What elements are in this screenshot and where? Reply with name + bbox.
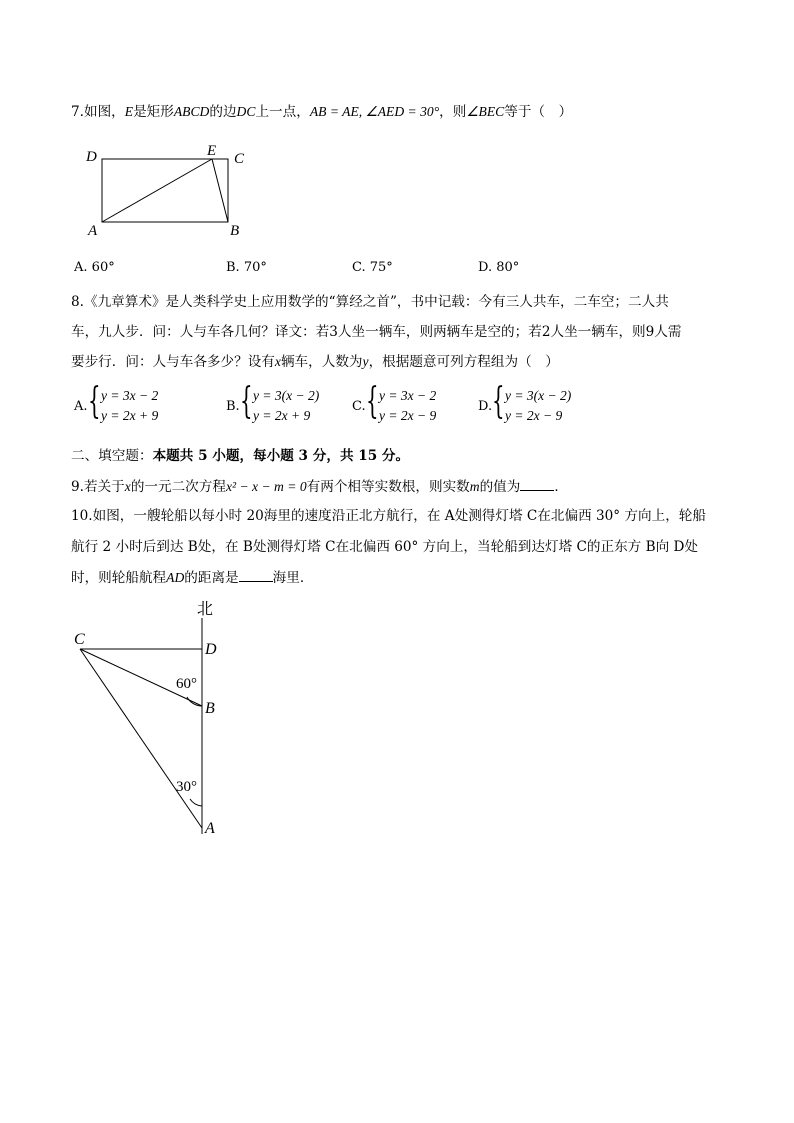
q10-label-60deg: 60° bbox=[176, 676, 197, 692]
q7-option-c[interactable]: C. 75° bbox=[352, 260, 393, 275]
brace-icon: { bbox=[366, 381, 379, 422]
q10-label-a: A bbox=[205, 820, 215, 837]
q7-option-a[interactable]: A. 60° bbox=[74, 260, 115, 275]
q8-option-a[interactable]: A. { y = 3x − 2 y = 2x + 9 bbox=[74, 381, 159, 423]
q8-option-b[interactable]: B. { y = 3(x − 2) y = 2x + 9 bbox=[226, 381, 320, 423]
q7-condition: AB = AE, ∠AED = 30° bbox=[309, 104, 440, 119]
q10-label-c: C bbox=[74, 631, 85, 648]
q7-label-a: A bbox=[88, 223, 98, 239]
section-heading-fill-in: 二、填空题：本题共 5 小题，每小题 3 分，共 15 分。 bbox=[71, 448, 410, 464]
q10-stem-line3: 时，则轮船航程AD的距离是 海里． bbox=[71, 567, 313, 588]
q7-label-e: E bbox=[207, 143, 217, 159]
q7-option-b[interactable]: B. 70° bbox=[226, 260, 267, 275]
q7-label-c: C bbox=[234, 151, 245, 167]
q7-rectangle-figure bbox=[80, 140, 260, 240]
q7-label-b: B bbox=[230, 223, 240, 239]
q8-stem-line2: 车，九人步．问：人与车各几何？译文：若3人坐一辆车，则两辆车是空的；若2人坐一辆车，则9人需 bbox=[71, 324, 682, 340]
q9-equation: x² − x − m = 0 bbox=[225, 479, 307, 494]
q10-stem-line2: 航行 2 小时后到达 B处，在 B处测得灯塔 C在北偏西 60° 方向上，当轮船到达灯塔 C的正东方 B向 D处 bbox=[71, 539, 698, 555]
q8-stem-line1: 8.《九章算术》是人类科学史上应用数学的“算经之首”，书中记载：今有三人共车，二车空；二人共 bbox=[71, 294, 669, 310]
q7-option-d[interactable]: D. 80° bbox=[478, 260, 520, 275]
q10-stem-line1: 10.如图，一艘轮船以每小时 20海里的速度沿正北方航行，在 A处测得灯塔 C在北偏西 30° 方向上，轮船 bbox=[71, 508, 706, 524]
q7-stem: 7.如图，E是矩形ABCD的边DC上一点，AB = AE, ∠AED = 30°，则∠BEC等于（ ） bbox=[71, 104, 573, 120]
q9-stem: 9.若关于x的一元二次方程x² − x − m = 0有两个相等实数根，则实数m的值为 ． bbox=[71, 476, 568, 497]
q10-label-d: D bbox=[205, 641, 217, 658]
brace-icon: { bbox=[88, 381, 101, 422]
q9-answer-blank[interactable] bbox=[520, 476, 554, 491]
q8-option-c[interactable]: C. { y = 3x − 2 y = 2x − 9 bbox=[352, 381, 437, 423]
q8-option-d[interactable]: D. { y = 3(x − 2) y = 2x − 9 bbox=[478, 381, 572, 423]
q7-point-e: E bbox=[124, 104, 134, 119]
q10-navigation-figure bbox=[60, 596, 260, 846]
q8-stem-line3: 要步行．问：人与车各多少？设有x辆车，人数为y，根据题意可列方程组为（ ） bbox=[71, 354, 559, 370]
q7-label-d: D bbox=[86, 149, 97, 165]
q10-label-b: B bbox=[205, 700, 215, 717]
q10-answer-blank[interactable] bbox=[239, 567, 273, 582]
q10-label-north: 北 bbox=[197, 601, 214, 618]
brace-icon: { bbox=[492, 381, 505, 422]
brace-icon: { bbox=[240, 381, 253, 422]
q10-label-30deg: 30° bbox=[176, 779, 197, 795]
